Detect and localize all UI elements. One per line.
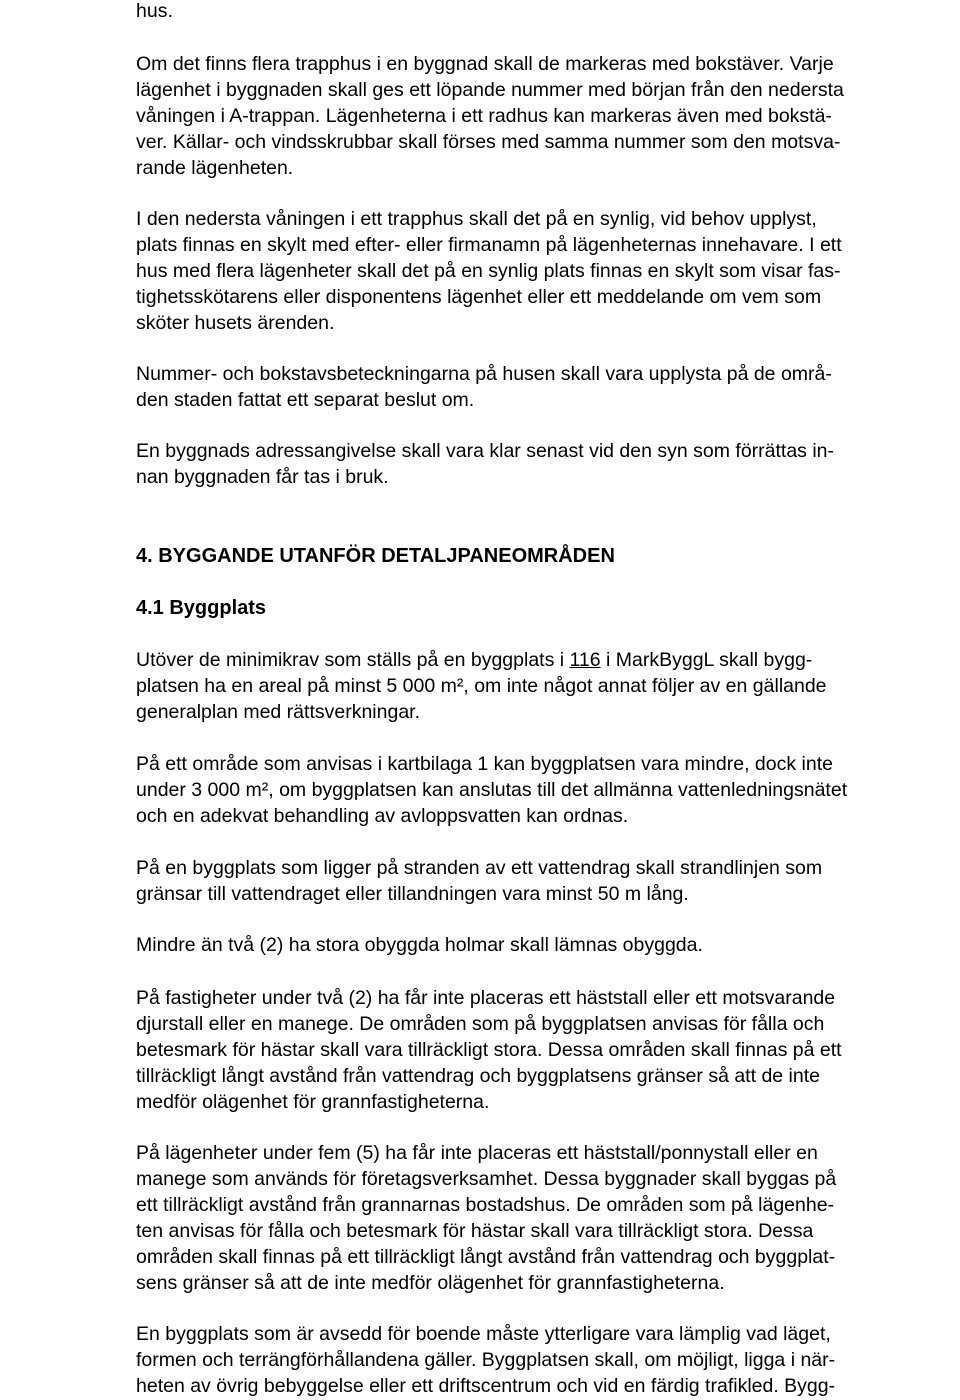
text-segment: i MarkByggL skall bygg-: [600, 649, 813, 671]
text-line: På ett område som anvisas i kartbilaga 1 kan byggplatsen vara mindre, dock inte: [136, 753, 833, 775]
text-line: medför olägenhet för grannfastigheterna.: [136, 1091, 490, 1113]
text-line: djurstall eller en manege. De områden som på byggplatsen anvisas för fålla och: [136, 1013, 825, 1035]
text-line: Nummer- och bokstavsbeteckningarna på husen skall vara upplysta på de områ-: [136, 363, 832, 385]
text-line: tillräckligt långt avstånd från vattendrag och byggplatsens gränser så att de inte: [136, 1065, 820, 1087]
text-line: Om det finns flera trapphus i en byggnad skall de markeras med bokstäver. Varje: [136, 53, 834, 75]
text-line: På fastigheter under två (2) ha får inte placeras ett häststall eller ett motsvarande: [136, 987, 836, 1009]
text-line: sens gränser så att de inte medför olägenhet för grannfastigheterna.: [136, 1272, 725, 1294]
paragraph-islands: [136, 932, 946, 958]
text-line: ten anvisas för fålla och betesmark för hästar skall vara tillräckligt stora. Dessa: [136, 1220, 814, 1242]
text-line: under 3 000 m², om byggplatsen kan anslutas till det allmänna vattenledningsnätet: [136, 779, 848, 801]
text-line: hus.: [136, 0, 173, 22]
paragraph-stables-commercial: [136, 1140, 946, 1296]
paragraph-illuminated-numbers: [136, 361, 946, 413]
text-line: hus med flera lägenheter skall det på en synlig plats finnas en skylt som visar fas-: [136, 260, 841, 282]
text-line: områden skall finnas på ett tillräckligt långt avstånd från vattendrag och byggplat-: [136, 1246, 836, 1268]
text-line: manege som används för företagsverksamhet. Dessa byggnader skall byggas på: [136, 1168, 837, 1190]
text-line: En byggplats som är avsedd för boende måste ytterligare vara lämplig vad läget,: [136, 1323, 831, 1345]
paragraph-apartment-numbering: [136, 51, 946, 181]
paragraph-residential-plot: [136, 1321, 946, 1399]
text-line: gränsar till vattendraget eller tillandningen vara minst 50 m lång.: [136, 883, 689, 905]
section-reference-link[interactable]: 116: [569, 649, 601, 671]
paragraph-address-deadline: [136, 438, 946, 490]
text-line: platsen ha en areal på minst 5 000 m², om inte något annat följer av en gällande: [136, 675, 827, 697]
text-line: Mindre än två (2) ha stora obyggda holmar skall lämnas obyggda.: [136, 934, 703, 956]
text-line: I den nedersta våningen i ett trapphus skall det på en synlig, vid behov upplyst,: [136, 208, 817, 230]
text-line: våningen i A-trappan. Lägenheterna i ett radhus kan markeras även med bokstä-: [136, 105, 832, 127]
text-line: heten av övrig bebyggelse eller ett driftscentrum och vid en färdig trafikled. Bygg-: [136, 1375, 836, 1397]
text-line: den staden fattat ett separat beslut om.: [136, 389, 475, 411]
text-line: formen och terrängförhållandena gäller. Byggplatsen skall, om möjligt, ligga i när-: [136, 1349, 836, 1371]
text-line: sköter husets ärenden.: [136, 312, 335, 334]
text-line: [136, 647, 946, 673]
section-heading: 4. BYGGANDE UTANFÖR DETALJPANEOMRÅDEN: [136, 545, 615, 567]
paragraph-shoreline: [136, 855, 946, 907]
top-fragment: [136, 0, 946, 24]
text-line: ver. Källar- och vindsskrubbar skall förses med samma nummer som den motsva-: [136, 131, 841, 153]
text-line: tighetsskötarens eller disponentens lägenhet eller ett meddelande om vem som: [136, 286, 822, 308]
text-segment: Utöver de minimikrav som ställs på en byggplats i: [136, 649, 570, 671]
text-line: lägenhet i byggnaden skall ges ett löpande nummer med början från den nedersta: [136, 79, 844, 101]
text-line: På en byggplats som ligger på stranden av ett vattendrag skall strandlinjen som: [136, 857, 823, 879]
paragraph-stairwell-sign: [136, 206, 946, 336]
text-line: betesmark för hästar skall vara tillräckligt stora. Dessa områden skall finnas på ett: [136, 1039, 842, 1061]
paragraph-minimum-area: [136, 647, 946, 725]
text-line: generalplan med rättsverkningar.: [136, 701, 420, 723]
text-line: På lägenheter under fem (5) ha får inte placeras ett häststall/ponnystall eller en: [136, 1142, 818, 1164]
text-line: och en adekvat behandling av avloppsvatten kan ordnas.: [136, 805, 629, 827]
text-line: plats finnas en skylt med efter- eller firmanamn på lägenheternas innehavare. I ett: [136, 234, 842, 256]
paragraph-stables-properties: [136, 985, 946, 1115]
text-line: rande lägenheten.: [136, 157, 294, 179]
paragraph-map-appendix: [136, 751, 946, 829]
text-line: ett tillräckligt avstånd från grannarnas bostadshus. De områden som på lägenhe-: [136, 1194, 835, 1216]
text-line: nan byggnaden får tas i bruk.: [136, 466, 389, 488]
text-line: En byggnads adressangivelse skall vara klar senast vid den syn som förrättas in-: [136, 440, 835, 462]
subsection-heading: 4.1 Byggplats: [136, 597, 267, 619]
